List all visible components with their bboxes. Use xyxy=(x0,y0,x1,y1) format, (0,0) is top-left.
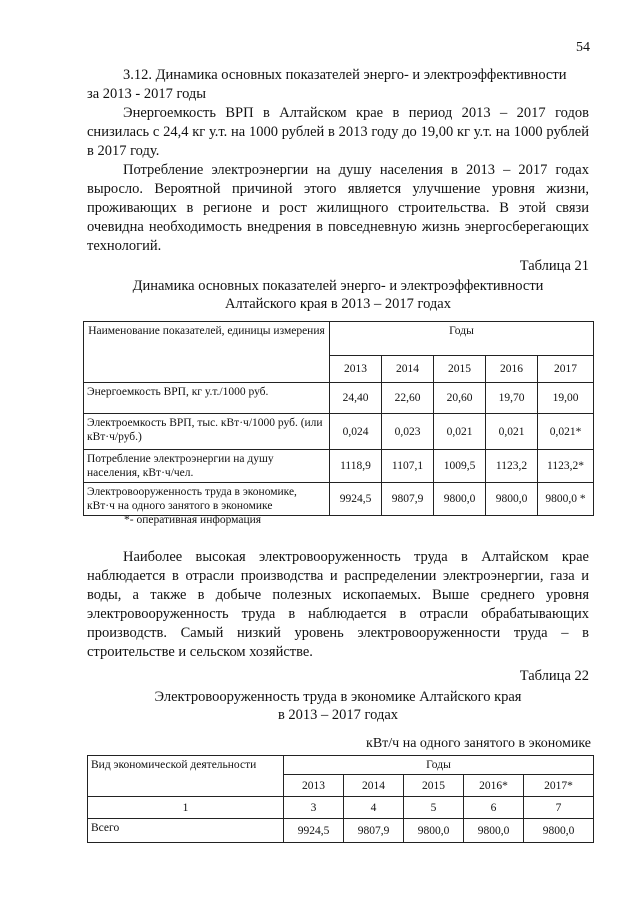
table21-row-name: Электроемкость ВРП, тыс. кВт·ч/1000 руб. (или кВт·ч/руб.) xyxy=(84,414,330,450)
table22-year: 2016* xyxy=(464,775,524,797)
table22-index: 5 xyxy=(404,797,464,819)
table21-cell: 1123,2* xyxy=(538,450,594,483)
table21-year: 2013 xyxy=(330,356,382,383)
table21-cell: 24,40 xyxy=(330,383,382,414)
table21-cell: 9800,0 * xyxy=(538,483,594,516)
table21-note: *- оперативная информация xyxy=(124,514,262,526)
table22-index: 3 xyxy=(284,797,344,819)
table21-cell: 9924,5 xyxy=(330,483,382,516)
table-row xyxy=(88,819,594,843)
table-row xyxy=(84,483,594,516)
table21-title-line1: Динамика основных показателей энерго- и электроэффективности xyxy=(132,278,544,294)
table22 xyxy=(87,755,594,843)
table21-cell: 0,021* xyxy=(538,414,594,450)
table22-index: 1 xyxy=(88,797,284,819)
table22-unit: кВт/ч на одного занятого в экономике xyxy=(366,736,591,751)
table21-cell: 19,00 xyxy=(538,383,594,414)
table21-year: 2014 xyxy=(382,356,434,383)
table22-title xyxy=(87,688,589,724)
table22-cell: 9800,0 xyxy=(404,819,464,843)
table22-row-name: Всего xyxy=(88,819,284,843)
table21-year: 2017 xyxy=(538,356,594,383)
table21 xyxy=(83,321,594,516)
table21-row-name: Потребление электроэнергии на душу населения, кВт·ч/чел. xyxy=(84,450,330,483)
section-heading-line2: за 2013 - 2017 годы xyxy=(87,86,207,102)
paragraph-3: Наиболее высокая электровооруженность труда в Алтайском крае наблюдается в отрасли производства и распределении электроэнергии, газа и воды, а также в добыче полезных ископаемых. Выше среднего уровня электровооруженность труда в наблюдается в отрасли обрабатывающих производств. Самый низкий уровень электровооруженности труда – в строительстве и сельском хозяйстве. xyxy=(87,549,589,660)
section-heading-line1: 3.12. Динамика основных показателей энерго- и электроэффективности xyxy=(123,67,567,83)
table22-cell: 9800,0 xyxy=(464,819,524,843)
table21-cell: 1009,5 xyxy=(434,450,486,483)
table21-row-name: Энергоемкость ВРП, кг у.т./1000 руб. xyxy=(84,383,330,414)
table21-cell: 20,60 xyxy=(434,383,486,414)
table22-header-name: Вид экономической деятельности xyxy=(88,756,284,797)
table21-cell: 0,021 xyxy=(486,414,538,450)
table21-year: 2016 xyxy=(486,356,538,383)
table22-title-line2: в 2013 – 2017 годах xyxy=(277,707,399,723)
table21-cell: 22,60 xyxy=(382,383,434,414)
table-row xyxy=(88,797,594,819)
table-row xyxy=(84,450,594,483)
table21-row-name: Электровооруженность труда в экономике, кВт·ч на одного занятого в экономике xyxy=(84,483,330,516)
table22-year: 2014 xyxy=(344,775,404,797)
table22-year: 2015 xyxy=(404,775,464,797)
table22-header-years: Годы xyxy=(284,756,594,775)
table22-cell: 9807,9 xyxy=(344,819,404,843)
table21-title xyxy=(87,277,589,313)
table22-index: 7 xyxy=(524,797,594,819)
table22-title-line1: Электровооруженность труда в экономике Алтайского края xyxy=(154,689,522,705)
table-row xyxy=(84,414,594,450)
table22-year: 2017* xyxy=(524,775,594,797)
table21-cell: 0,023 xyxy=(382,414,434,450)
table22-index: 4 xyxy=(344,797,404,819)
table21-year: 2015 xyxy=(434,356,486,383)
table21-label: Таблица 21 xyxy=(519,258,589,274)
table21-cell: 9800,0 xyxy=(434,483,486,516)
table21-cell: 0,024 xyxy=(330,414,382,450)
table21-cell: 0,021 xyxy=(434,414,486,450)
table21-header-name: Наименование показателей, единицы измерения xyxy=(84,322,330,383)
section-text xyxy=(87,66,589,256)
table21-cell: 19,70 xyxy=(486,383,538,414)
paragraph-2: Потребление электроэнергии на душу населения в 2013 – 2017 годах выросло. Вероятной причиной этого является улучшение уровня жизни, проживающих в регионе и рост жилищного строительства. В этой связи очевидна необходимость внедрения в повседневную жизнь энергосберегающих технологий. xyxy=(87,162,589,254)
table21-title-line2: Алтайского края в 2013 – 2017 годах xyxy=(225,296,451,312)
table21-cell: 1118,9 xyxy=(330,450,382,483)
table21-cell: 9800,0 xyxy=(486,483,538,516)
table22-label: Таблица 22 xyxy=(519,668,589,684)
table22-cell: 9924,5 xyxy=(284,819,344,843)
table-row xyxy=(84,383,594,414)
table22-index: 6 xyxy=(464,797,524,819)
table21-cell: 1123,2 xyxy=(486,450,538,483)
table21-cell: 1107,1 xyxy=(382,450,434,483)
paragraph-1: Энергоемкость ВРП в Алтайском крае в период 2013 – 2017 годов снизилась с 24,4 кг у.т. на 1000 рублей в 2013 году до 19,00 кг у.т. на 1000 рублей в 2017 году. xyxy=(87,105,589,159)
paragraph-3-block xyxy=(87,548,589,662)
table22-cell: 9800,0 xyxy=(524,819,594,843)
page-number: 54 xyxy=(576,40,590,55)
table22-year: 2013 xyxy=(284,775,344,797)
table21-cell: 9807,9 xyxy=(382,483,434,516)
table21-header-years: Годы xyxy=(330,322,594,356)
